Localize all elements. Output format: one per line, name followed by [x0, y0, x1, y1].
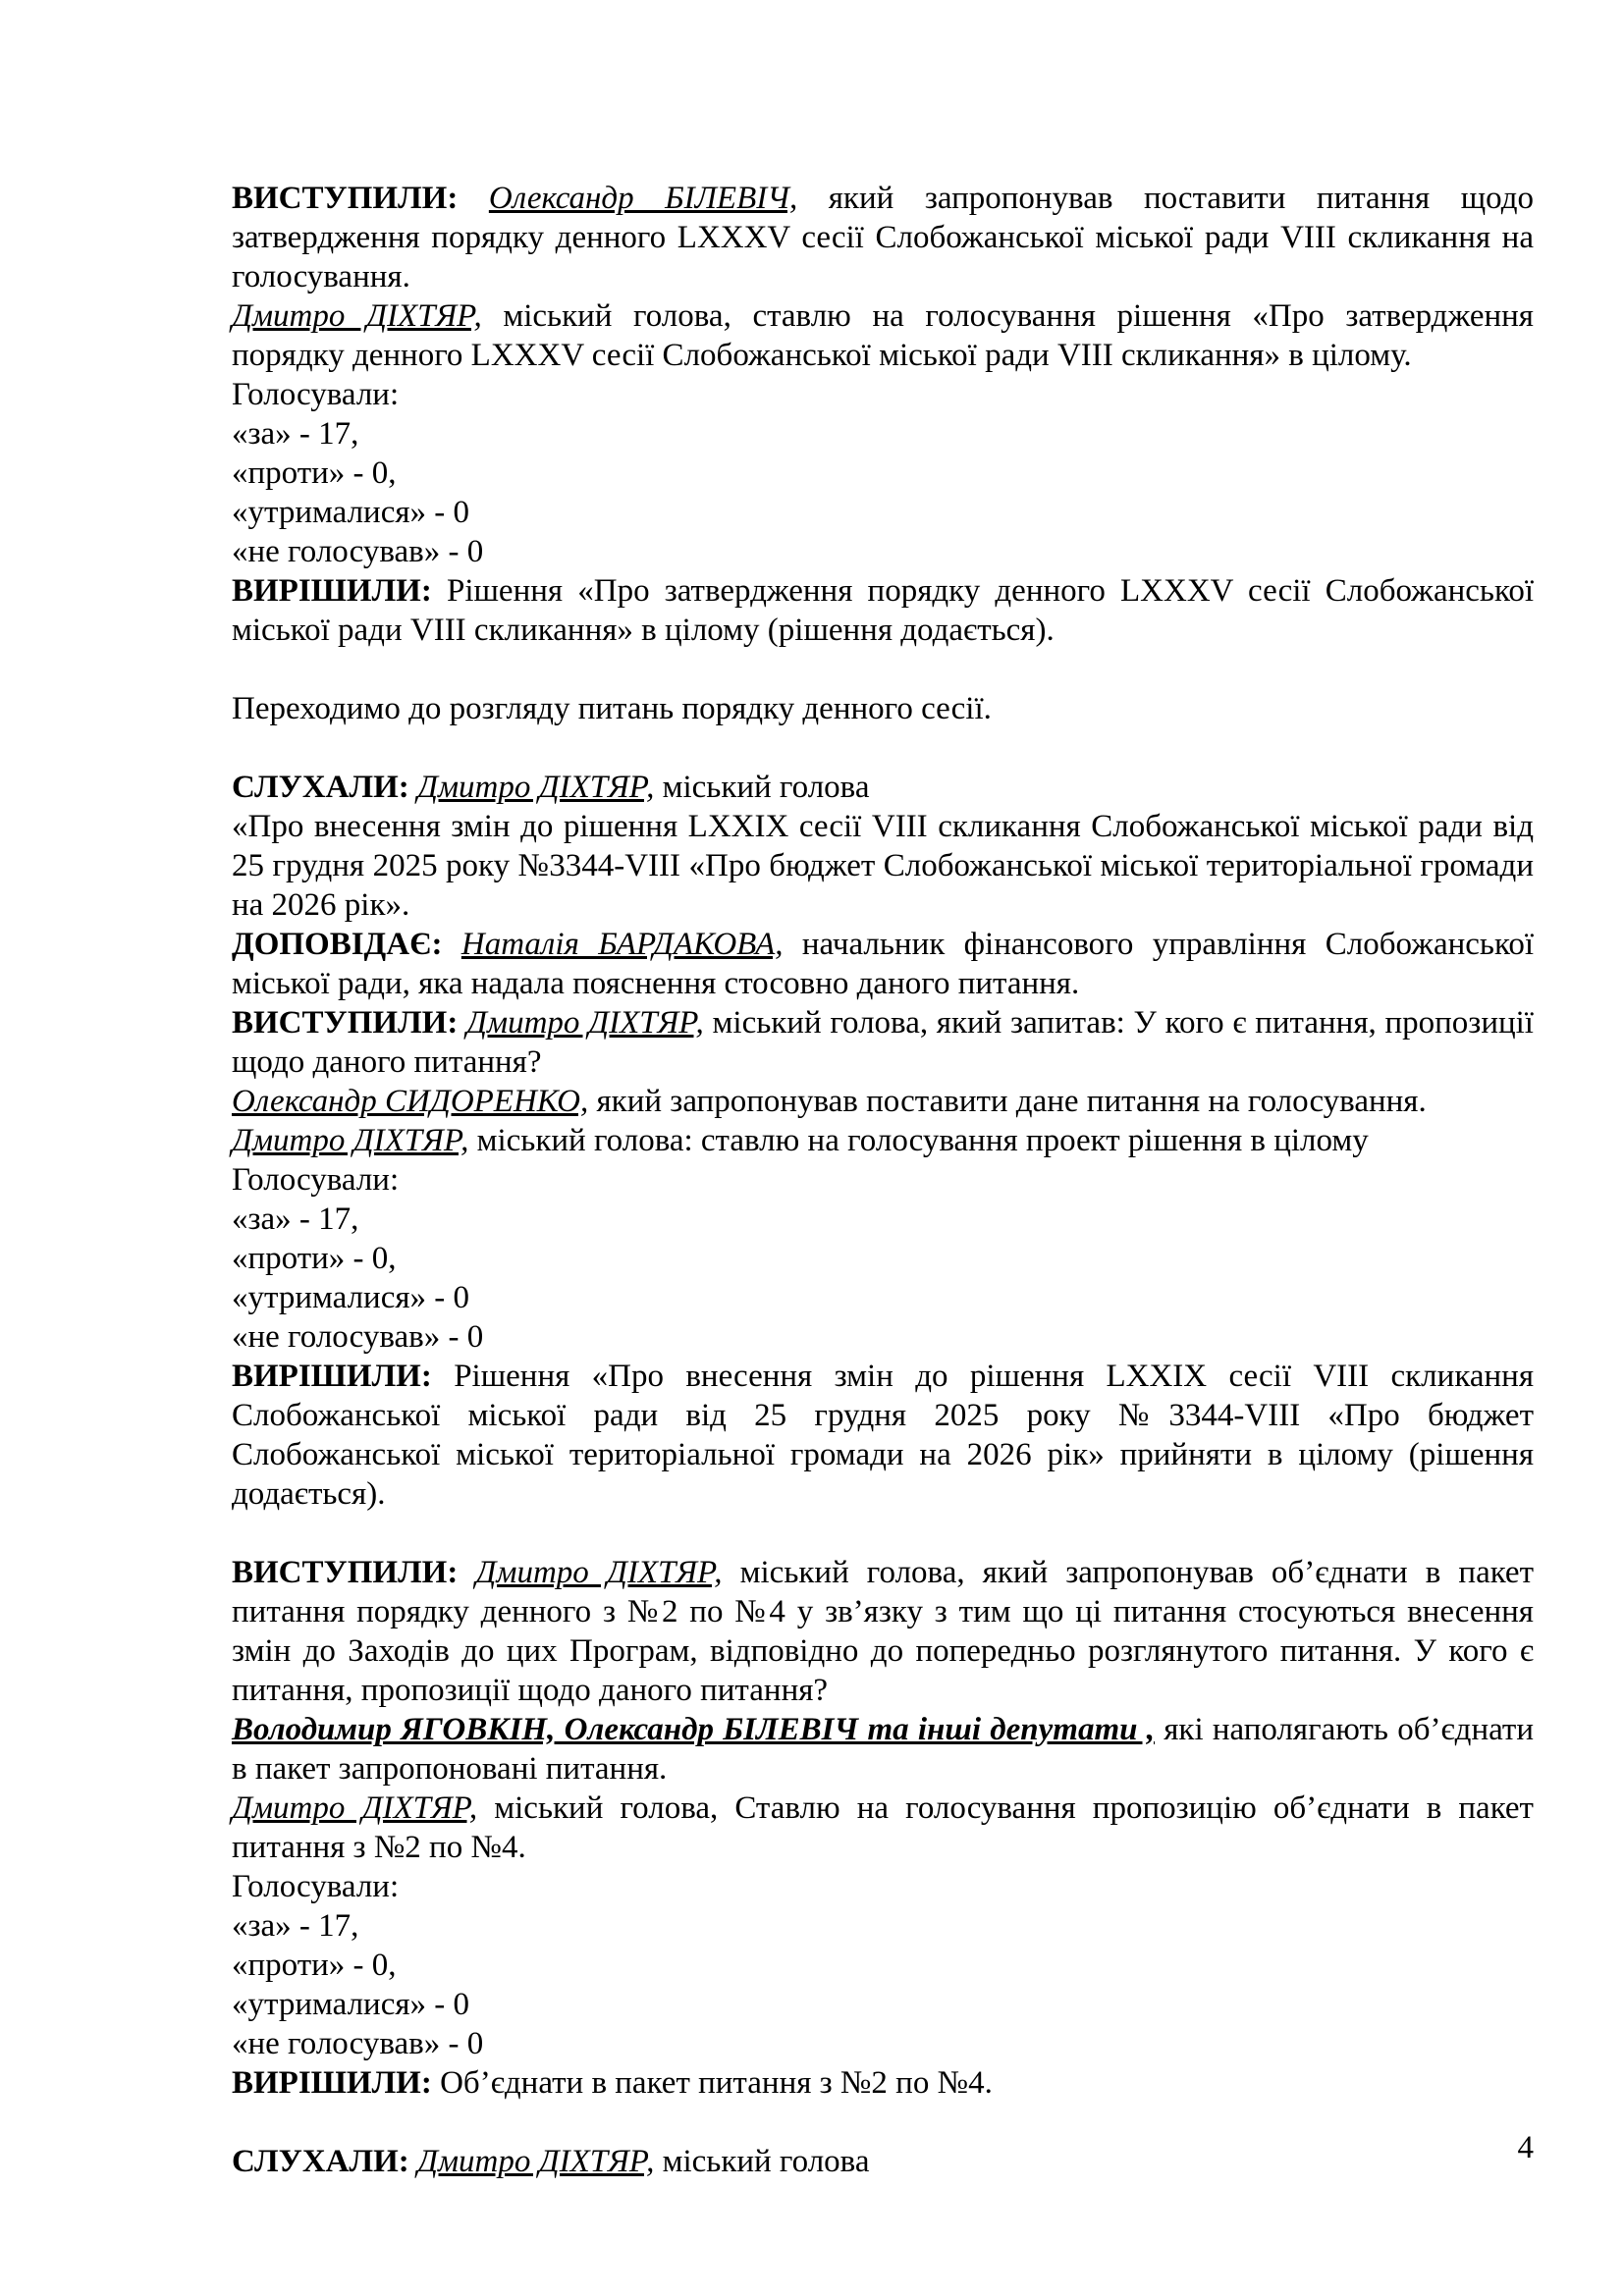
paragraph [232, 454, 1534, 493]
text-run: «проти» - 0, [232, 1948, 397, 1983]
paragraph [232, 493, 1534, 532]
paragraph [232, 1317, 1534, 1357]
text-run: «не голосував» - 0 [232, 2026, 484, 2061]
text-run: Голосували: [232, 377, 400, 412]
person-name: Дмитро ДІХТЯР, [416, 2144, 655, 2179]
person-name: Дмитро ДІХТЯР, [232, 1123, 469, 1158]
paragraph [232, 1239, 1534, 1278]
paragraph [232, 414, 1534, 454]
paragraph [232, 1867, 1534, 1906]
text-run: «Про внесення змін до рішення LXXIX сесії VIII скликання Слобожанської міської ради від 25 грудня 2025 року №3344-VIII «Про бюджет Слобожанської міської територіальної громади на 2026 рік». [232, 809, 1534, 923]
paragraph [232, 375, 1534, 414]
page-number: 4 [1517, 2130, 1534, 2165]
text-run: «утрималися» - 0 [232, 495, 470, 530]
paragraph [232, 1710, 1534, 1789]
section-label: ВИРІШИЛИ: [232, 1359, 455, 1394]
section-label: ВИСТУПИЛИ: [232, 1555, 476, 1590]
person-name: Дмитро ДІХТЯР, [232, 298, 482, 334]
paragraph [232, 689, 1534, 728]
text-run: міський голова, який запропонував об’єднати в пакет питання порядку денного з №2 по №4 у зв’язку з тим що ці питання стосуються внесення змін до Заходів до цих Програм, відповідно до попередньо розглянутого питання. У кого є питання, пропозиції щодо даного питання? [232, 1555, 1534, 1708]
paragraph [232, 1003, 1534, 1082]
paragraph-spacer [232, 2103, 1534, 2142]
paragraph [232, 1946, 1534, 1985]
text-run: який запропонував поставити дане питання на голосування. [588, 1084, 1427, 1119]
section-label: СЛУХАЛИ: [232, 770, 417, 805]
text-run: «не голосував» - 0 [232, 1319, 484, 1355]
text-run: Голосували: [232, 1869, 400, 1904]
paragraph [232, 179, 1534, 296]
paragraph [232, 925, 1534, 1003]
text-run: міський голова, Ставлю на голосування пропозицію об’єднати в пакет питання з №2 по №4. [232, 1790, 1534, 1865]
paragraph [232, 1082, 1534, 1121]
paragraph [232, 296, 1534, 375]
paragraph [232, 1121, 1534, 1160]
person-name: Олександр БІЛЕВІЧ, [488, 181, 798, 216]
paragraph [232, 1278, 1534, 1317]
paragraph [232, 1985, 1534, 2024]
text-run: «за» - 17, [232, 1201, 359, 1237]
document-content [232, 179, 1534, 2181]
section-label: ВИРІШИЛИ: [232, 573, 447, 609]
paragraph [232, 1200, 1534, 1239]
paragraph [232, 2063, 1534, 2103]
text-run: який запропонував поставити питання щодо затвердження порядку денного LXXXV сесії Слобожанської міської ради VIII скликання на голосування. [232, 181, 1534, 294]
paragraph [232, 2024, 1534, 2063]
paragraph [232, 1906, 1534, 1946]
text-run: міський голова [654, 770, 870, 805]
person-name: Олександр СИДОРЕНКО, [232, 1084, 589, 1119]
text-run: міський голова, ставлю на голосування рішення «Про затвердження порядку денного LXXXV сесії Слобожанської міської ради VIII скликання» в цілому. [232, 298, 1534, 373]
text-run: «за» - 17, [232, 416, 359, 452]
text-run: міський голова, який запитав: У кого є питання, пропозиції щодо даного питання? [232, 1005, 1534, 1080]
paragraph [232, 1357, 1534, 1514]
text-run: «проти» - 0, [232, 1241, 397, 1276]
section-label: ВИСТУПИЛИ: [232, 1005, 467, 1041]
person-name: Дмитро ДІХТЯР, [232, 1790, 478, 1826]
paragraph [232, 768, 1534, 807]
paragraph [232, 1160, 1534, 1200]
text-run: міський голова: ставлю на голосування проект рішення в цілому [468, 1123, 1369, 1158]
text-run: «проти» - 0, [232, 455, 397, 491]
paragraph [232, 1789, 1534, 1867]
paragraph [232, 571, 1534, 650]
person-name: Дмитро ДІХТЯР, [466, 1005, 704, 1041]
paragraph [232, 1553, 1534, 1710]
text-run: «за» - 17, [232, 1908, 359, 1944]
person-name: Володимир ЯГОВКІН, Олександр БІЛЕВІЧ та інші депутати , [232, 1712, 1155, 1747]
section-label: СЛУХАЛИ: [232, 2144, 417, 2179]
text-run: Переходимо до розгляду питань порядку денного сесії. [232, 691, 992, 726]
text-run: «утрималися» - 0 [232, 1987, 470, 2022]
paragraph-spacer [232, 1514, 1534, 1553]
text-run: міський голова [654, 2144, 870, 2179]
paragraph-spacer [232, 650, 1534, 689]
person-name: Наталія БАРДАКОВА, [460, 927, 784, 962]
text-run: Рішення «Про внесення змін до рішення LXXIX сесії VIII скликання Слобожанської міської ради від 25 грудня 2025 року №3344-VIII «Про бюджет Слобожанської міської територіальної громади на 2026 рік» прийняти в цілому (рішення додається). [232, 1359, 1534, 1512]
text-run: Голосували: [232, 1162, 400, 1198]
paragraph [232, 2142, 1534, 2181]
section-label: ВИСТУПИЛИ: [232, 181, 489, 216]
text-run: начальник фінансового управління Слобожанської міської ради, яка надала пояснення стосовно даного питання. [232, 927, 1535, 1001]
paragraph-spacer [232, 728, 1534, 768]
text-run: «не голосував» - 0 [232, 534, 484, 569]
text-run: які наполягають об’єднати в пакет запропоновані питання. [232, 1712, 1534, 1787]
paragraph [232, 532, 1534, 571]
paragraph [232, 807, 1534, 925]
text-run: «утрималися» - 0 [232, 1280, 470, 1315]
section-label: ДОПОВІДАЄ: [232, 927, 461, 962]
person-name: Дмитро ДІХТЯР, [475, 1555, 723, 1590]
section-label: ВИРІШИЛИ: [232, 2065, 441, 2101]
text-run: Рішення «Про затвердження порядку денного LXXXV сесії Слобожанської міської ради VIII скликання» в цілому (рішення додається). [232, 573, 1534, 648]
person-name: Дмитро ДІХТЯР, [416, 770, 655, 805]
text-run: Об’єднати в пакет питання з №2 по №4. [440, 2065, 993, 2101]
